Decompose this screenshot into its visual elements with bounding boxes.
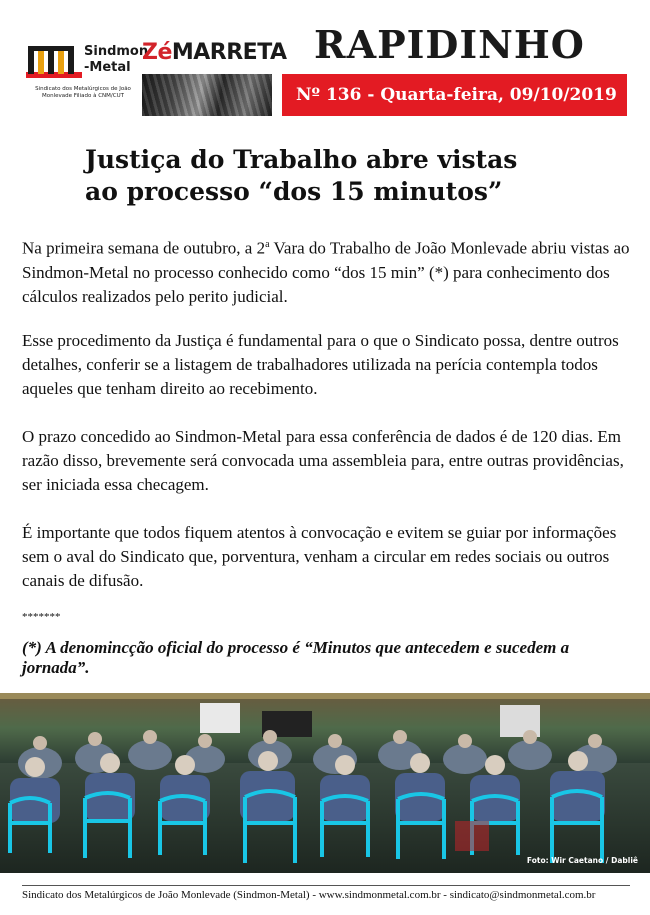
article-title-line2: ao processo “dos 15 minutos” [85,177,503,206]
footer-divider [22,885,630,886]
issue-banner: Nº 136 - Quarta-feira, 09/10/2019 [282,74,627,116]
newsletter-name: RAPIDINHO [314,22,585,67]
paragraph-1-after-sup: Vara do Trabalho de João Monlevade abriu vistas ao Sindmon-Metal no processo conhecido como “dos 15 min” (*) para conhecimento dos cálculos realizados pelo perito judicial. [22,238,630,306]
paragraph-4: É importante que todos fiquem atentos à convocação e evitem se guiar por informações sem o aval do Sindicato que, porventura, venham a circular em redes sociais ou outros canais de difusão. [22,523,617,590]
masthead-photo-strip [142,74,272,116]
paragraph-1-before-sup: Na primeira semana de outubro, a 2 [22,238,266,258]
logo-name [84,44,148,76]
sindmon-logo [22,38,149,108]
article-title-line1: Justiça do Trabalho abre vistas [85,145,518,174]
logo-subtitle: Sindicato dos Metalúrgicos de João Monlevade Filiado à CNM/CUT [35,86,131,99]
marreta-wordmark-part: MARRETA [171,40,287,65]
sindmon-logo-mark-icon [26,42,82,84]
logo-name-line2: -Metal [84,60,131,75]
paragraph-1 [22,233,630,309]
ze-marreta-wordmark [142,40,287,65]
masthead [0,0,650,120]
paragraph-3: O prazo concedido ao Sindmon-Metal para essa conferência de dados é de 120 dias. Em razão disso, brevemente será convocada uma assembleia para, entre outras providências, ser iniciada essa checagem. [22,427,624,494]
ordinal-superscript: a [265,239,270,250]
paragraph-2: Esse procedimento da Justiça é fundamental para o que o Sindicato possa, dentre outros detalhes, conferir se a listagem de trabalhadores utilizada na perícia contempla todos aqueles que tenham direito ao recebimento. [22,331,619,398]
ze-wordmark-part: Zé [142,40,172,65]
assembly-photo [0,693,650,873]
photo-credit: Foto: Wir Caetano / Dabliê [526,856,638,865]
footnote: (*) A denomincção oficial do processo é “Minutos que antecedem e sucedem a jornada”. [22,638,570,677]
article-title [85,144,605,208]
assembly-photo-illustration [0,693,650,873]
logo-name-line1: Sindmon [84,44,149,59]
footer-contact: Sindicato dos Metalúrgicos de João Monlevade (Sindmon-Metal) - www.sindmonmetal.com.br - sindicato@sindmonmetal.com.br [22,889,596,901]
separator-stars: ******* [22,611,61,623]
